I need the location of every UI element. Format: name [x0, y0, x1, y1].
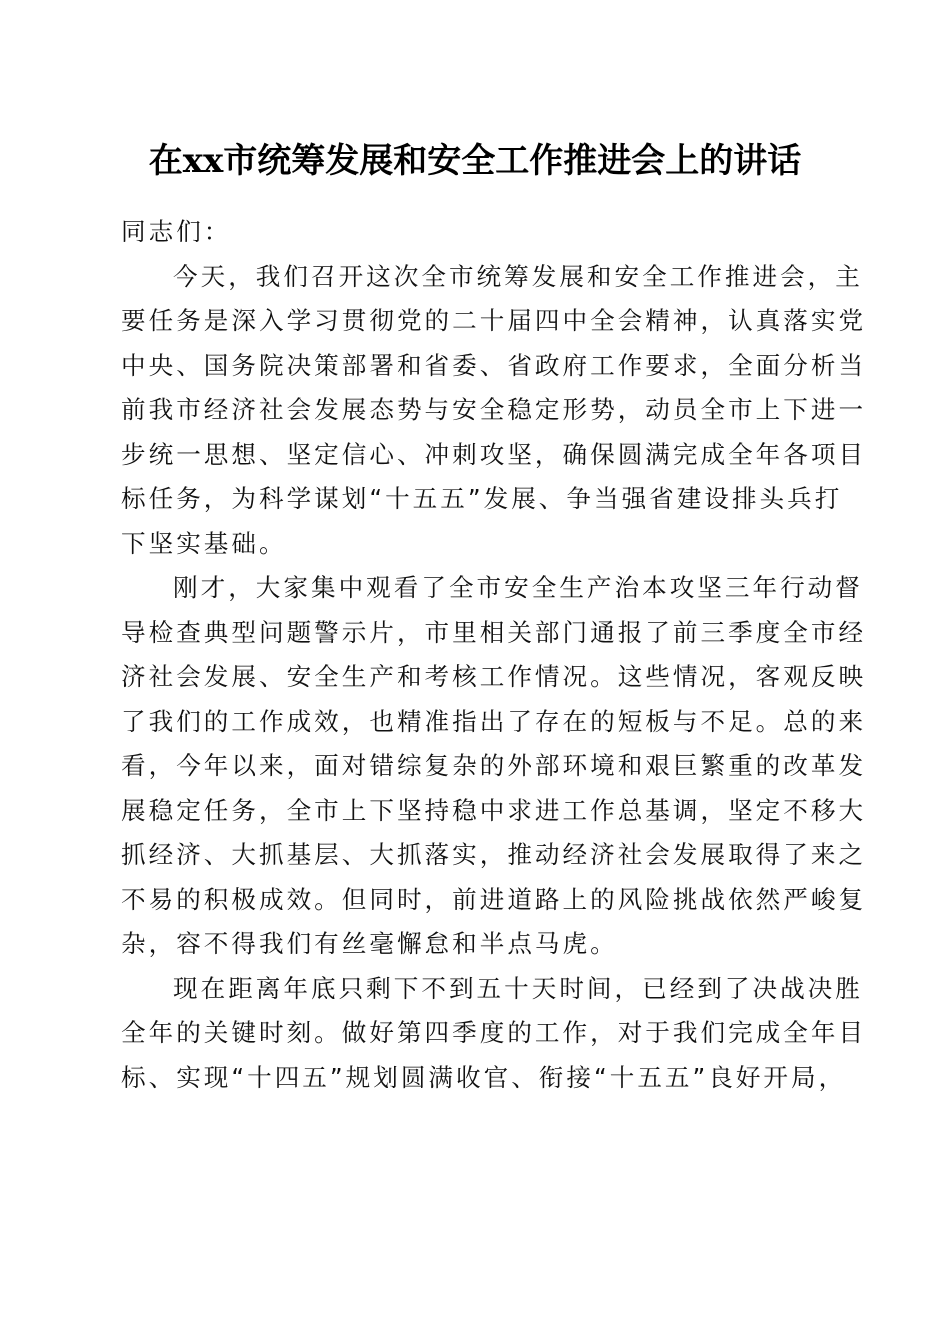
text-line: 看，今年以来，面对错综复杂的外部环境和艰巨繁重的改革发: [121, 751, 867, 780]
text-line: 刚才，大家集中观看了全市安全生产治本攻坚三年行动督: [173, 573, 863, 602]
text-line: 下坚实基础。: [121, 528, 287, 558]
text-line: 标任务，为科学谋划“十五五”发展、争当强省建设排头兵打: [121, 484, 843, 513]
paragraph-1: [121, 255, 867, 567]
text-line: 现在距离年底只剩下不到五十天时间，已经到了决战决胜: [173, 973, 863, 1003]
text-line: 中央、国务院决策部署和省委、省政府工作要求，全面分析当: [121, 350, 867, 380]
text-line: 全年的关键时刻。做好第四季度的工作，对于我们完成全年目: [121, 1018, 867, 1047]
text-line: 今天，我们召开这次全市统筹发展和安全工作推进会，主: [173, 261, 863, 291]
text-line: 前我市经济社会发展态势与安全稳定形势，动员全市上下进一: [121, 395, 867, 424]
text-line: 杂，容不得我们有丝毫懈怠和半点马虎。: [121, 929, 618, 958]
paragraph-3: [121, 967, 867, 1101]
document-body: [121, 210, 867, 1100]
text-line: 标、实现“十四五”规划圆满收官、衔接“十五五”良好开局，: [121, 1062, 847, 1092]
text-line: 抓经济、大抓基层、大抓落实，推动经济社会发展取得了来之: [121, 840, 867, 869]
paragraph-2: [121, 566, 867, 967]
text-line: 了我们的工作成效，也精准指出了存在的短板与不足。总的来: [121, 706, 867, 736]
text-line: 导检查典型问题警示片，市里相关部门通报了前三季度全市经: [121, 617, 867, 647]
text-line: 济社会发展、安全生产和考核工作情况。这些情况，客观反映: [121, 662, 867, 691]
salutation: 同志们：: [121, 217, 232, 246]
text-line: 不易的积极成效。但同时，前进道路上的风险挑战依然严峻复: [121, 884, 867, 914]
document-title: 在xx市统筹发展和安全工作推进会上的讲话: [148, 141, 802, 181]
text-line: 步统一思想、坚定信心、冲刺攻坚，确保圆满完成全年各项目: [121, 439, 867, 469]
text-line: 展稳定任务，全市上下坚持稳中求进工作总基调，坚定不移大: [121, 795, 867, 825]
text-line: 要任务是深入学习贯彻党的二十届四中全会精神，认真落实党: [121, 306, 867, 335]
